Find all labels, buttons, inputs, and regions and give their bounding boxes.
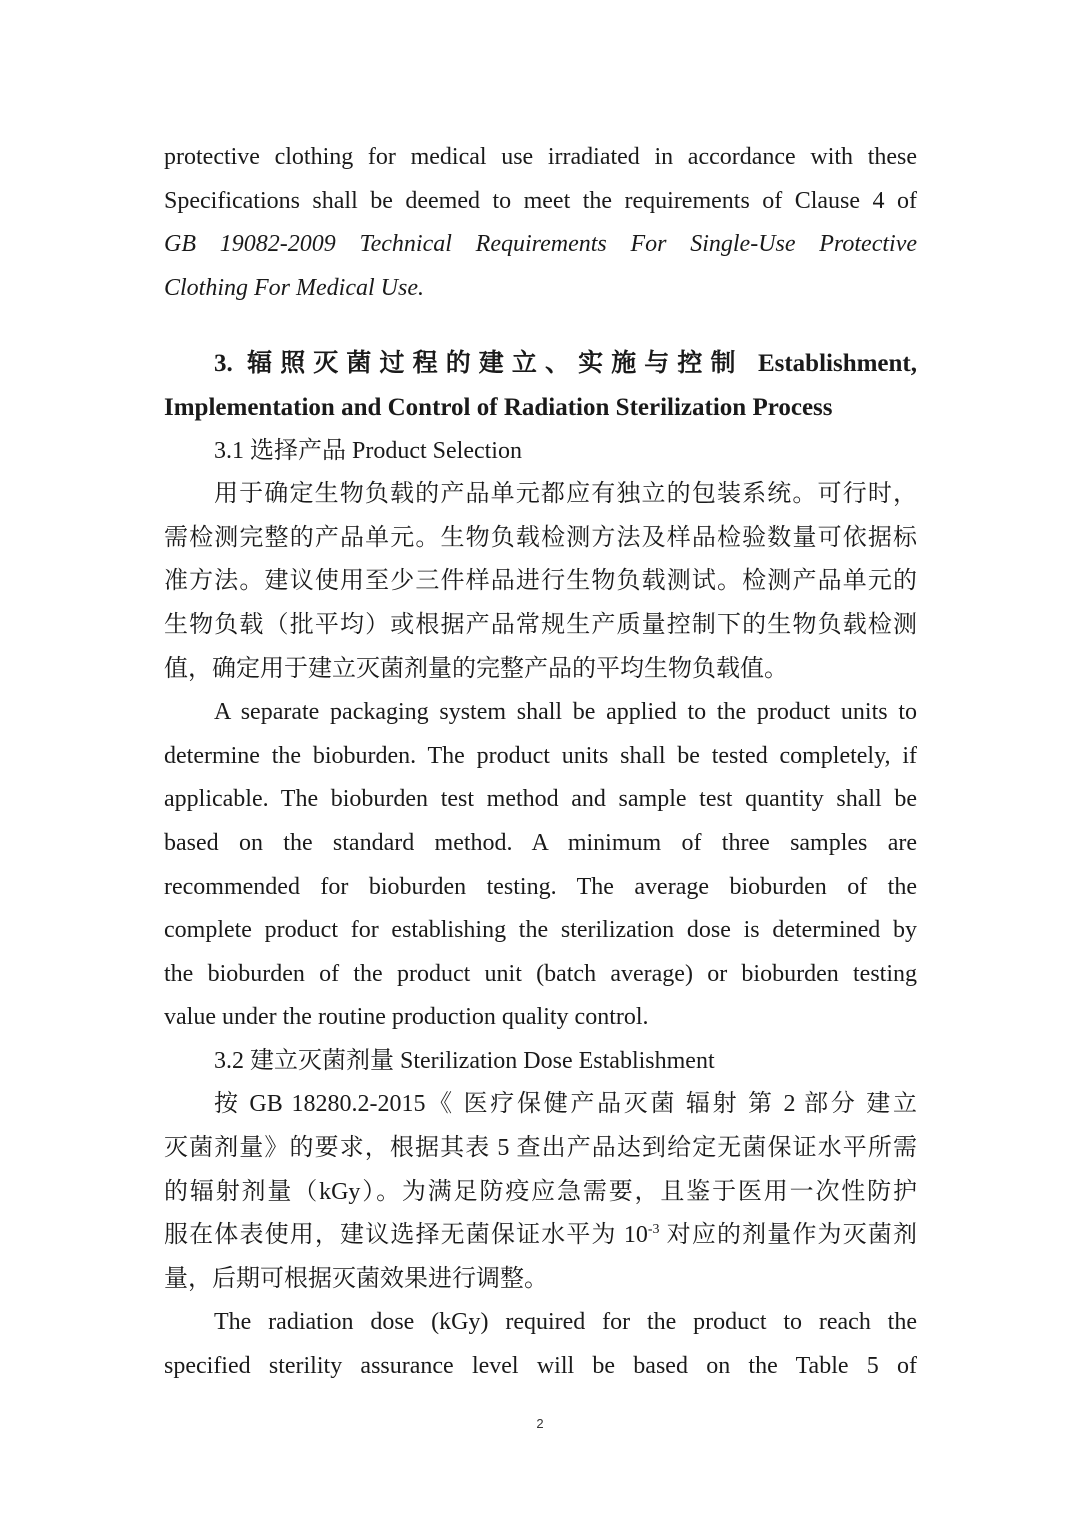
section-3-1-en-line: applicable. The bioburden test method and sample test quantity shall be [164,786,917,813]
exponent-superscript: -3 [647,1222,660,1238]
section-3-1-en-line: recommended for bioburden testing. The average bioburden of the [164,873,917,900]
section-3-heading-line-2: Implementation and Control of Radiation Sterilization Process [164,393,833,421]
section-3-1-zh-line: 准方法。建议使用至少三件样品进行生物负载测试。检测产品单元的 [164,568,917,595]
section-3-2-zh-line: 量，后期可根据灭菌效果进行调整。 [164,1265,548,1292]
zh-line-4-before: 服在体表使用，建议选择无菌保证水平为 10 [164,1222,648,1249]
section-3-1-en-line: determine the bioburden. The product units shall be tested completely, if [164,742,917,769]
section-3-1-zh-line: 生物负载（批平均）或根据产品常规生产质量控制下的生物负载检测 [164,611,917,638]
section-3-1-en-line: complete product for establishing the sterilization dose is determined by [164,917,917,944]
section-3-2-zh-line: 的辐射剂量（kGy）。为满足防疫应急需要，且鉴于医用一次性防护 [164,1178,917,1205]
intro-line-1: protective clothing for medical use irradiated in accordance with these [164,144,917,170]
section-3-1-zh-line: 需检测完整的产品单元。生物负载检测方法及样品检验数量可依据标 [164,524,917,551]
intro-line-3: GB 19082-2009 Technical Requirements For Single-Use Protective [164,231,917,258]
section-3-1-en-line: based on the standard method. A minimum of three samples are [164,829,917,856]
section-3-1-en-line: the bioburden of the product unit (batch average) or bioburden testing [164,960,917,987]
section-3-1-title: 3.1 选择产品 Product Selection [214,437,522,464]
section-3-1-zh-line: 值，确定用于建立灭菌剂量的完整产品的平均生物负载值。 [164,655,788,682]
section-3-1-zh-line: 用于确定生物负载的产品单元都应有独立的包装系统。可行时， [214,481,917,508]
section-3-2-zh-line-with-superscript [164,1214,917,1258]
page-number: 2 [536,1416,544,1431]
section-3-2-en-line: The radiation dose (kGy) required for the product to reach the [214,1309,917,1336]
section-3-1-en-line: value under the routine production quality control. [164,1004,649,1031]
section-3-2-en-line: specified sterility assurance level will be based on the Table 5 of [164,1353,917,1380]
section-3-1-en-line: A separate packaging system shall be applied to the product units to [214,699,917,726]
intro-line-2: Specifications shall be deemed to meet the requirements of Clause 4 of [164,187,917,214]
zh-line-4-after: 对应的剂量作为灭菌剂 [659,1222,918,1249]
intro-line-4: Clothing For Medical Use. [164,274,424,301]
section-3-heading-line-1: 3. 辐照灭菌过程的建立、实施与控制 Establishment, [214,350,917,378]
section-3-2-zh-line: 灭菌剂量》的要求，根据其表 5 查出产品达到给定无菌保证水平所需 [164,1135,917,1162]
section-3-2-title: 3.2 建立灭菌剂量 Sterilization Dose Establishment [214,1047,715,1074]
section-3-2-zh-line: 按 GB 18280.2-2015《 医疗保健产品灭菌 辐射 第 2 部分 建立 [214,1091,917,1118]
document-page [164,136,917,1389]
